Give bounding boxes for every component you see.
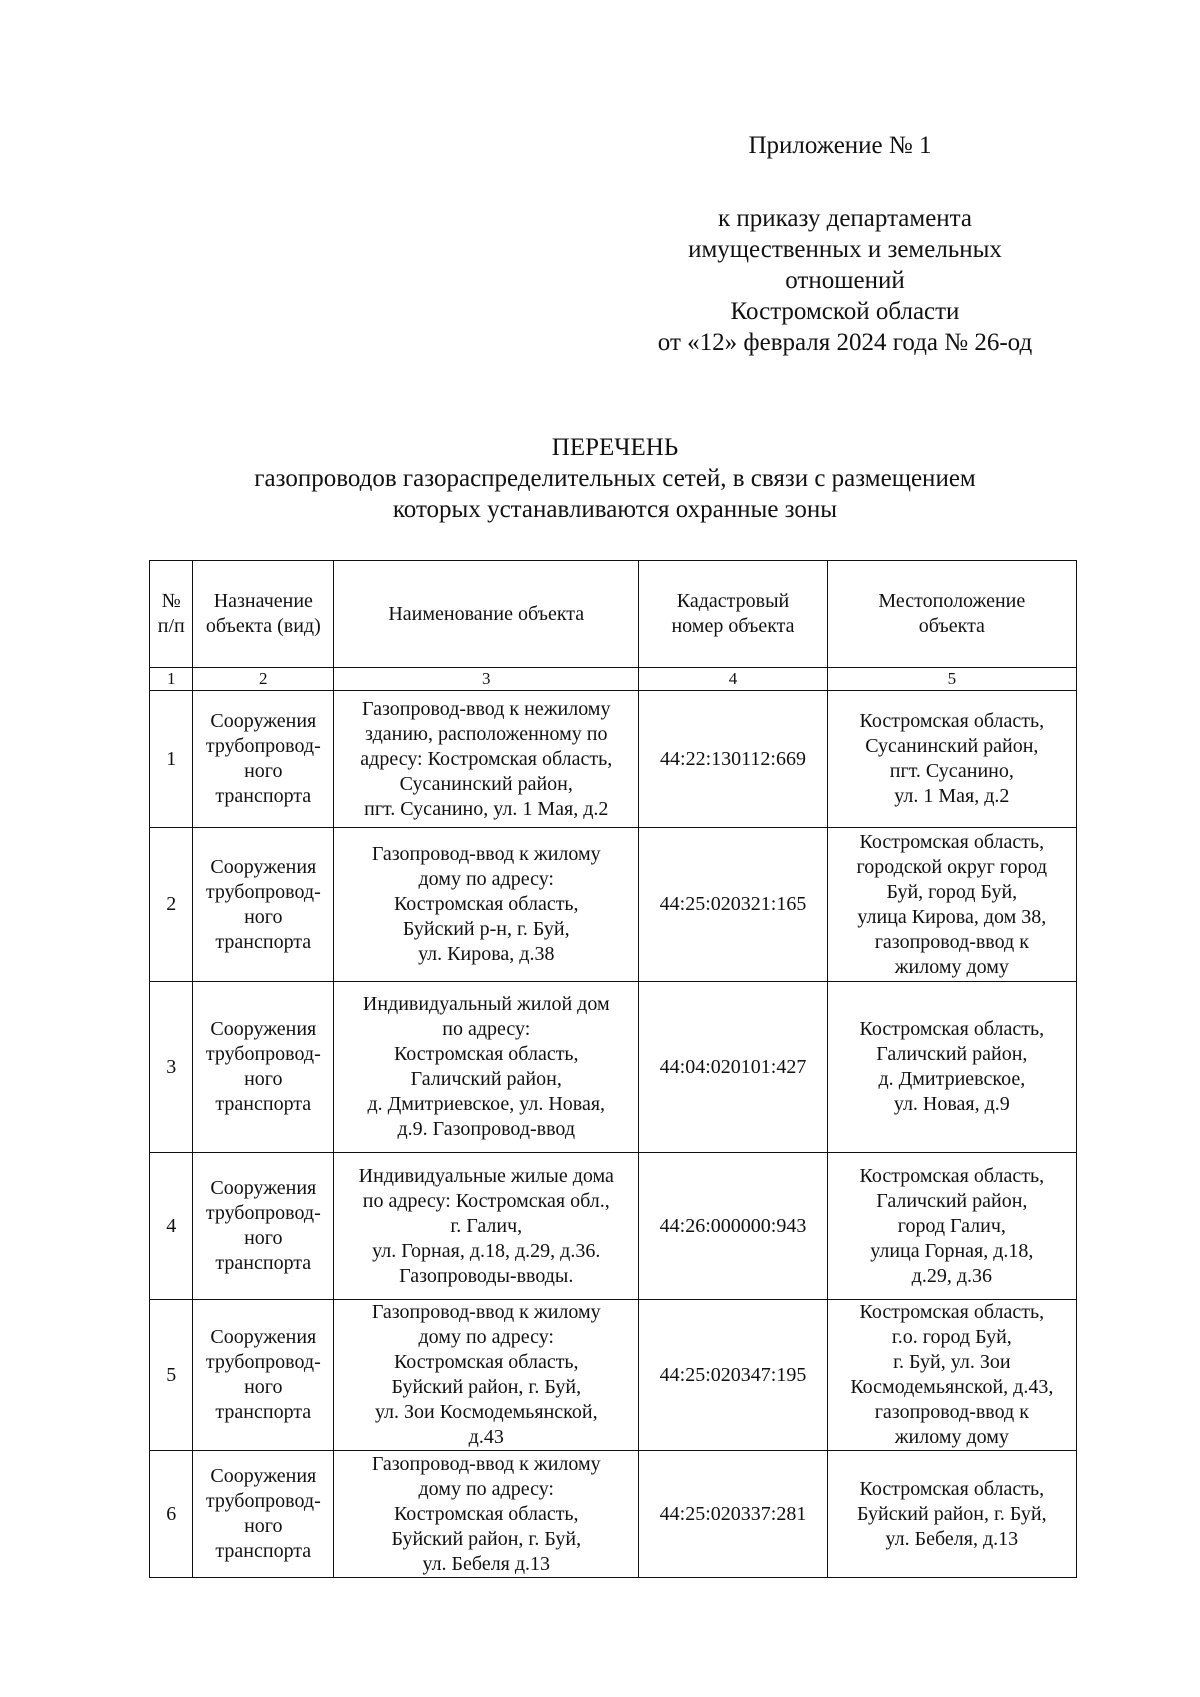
- cell-object-type-line: трубопровод-: [205, 1202, 321, 1224]
- cell-location-line: жилому дому: [894, 1426, 1009, 1448]
- cell-object-name-line: д. Дмитриевское, ул. Новая,: [367, 1093, 606, 1115]
- cell-location: [827, 1451, 1076, 1578]
- appendix-ref-line: Костромской области: [730, 298, 960, 325]
- cell-location-line: г. Буй, ул. Зои: [893, 1351, 1011, 1373]
- cell-object-type-line: транспорта: [215, 785, 312, 807]
- cell-object-name-line: Газопровод-ввод к жилому: [371, 1452, 601, 1475]
- cell-object-type-line: Сооружения: [210, 1177, 317, 1199]
- cell-object-type-line: ного: [244, 760, 283, 782]
- cell-location-line: Сусанинский район,: [865, 735, 1039, 757]
- cell-object-name-line: Газопровод-ввод к жилому: [371, 843, 601, 865]
- cell-cadastral-number: 44:25:020321:165: [639, 828, 827, 982]
- cell-object-name-line: дому по адресу:: [418, 1326, 554, 1348]
- cell-object-name-line: Костромская область,: [393, 1351, 579, 1373]
- cell-object-name: [334, 1451, 639, 1578]
- cell-object-name-line: пгт. Сусанино, ул. 1 Мая, д.2: [364, 797, 609, 820]
- cell-object-name-line: г. Галич,: [450, 1214, 523, 1237]
- table-row: [150, 982, 1077, 1153]
- cell-location: [827, 982, 1076, 1153]
- cell-location-line: жилому дому: [894, 955, 1009, 978]
- column-header-location: Местоположение объекта: [827, 561, 1076, 668]
- cell-object-type-line: Сооружения: [210, 1326, 317, 1348]
- appendix-ref-line: к приказу департамента: [717, 205, 973, 232]
- column-number: 3: [334, 668, 639, 691]
- cell-location-line: д. Дмитриевское,: [878, 1068, 1026, 1090]
- cell-object-name-line: адресу: Костромская область,: [360, 747, 613, 770]
- appendix-title: Приложение № 1: [748, 132, 932, 159]
- cell-location-line: Костромская область,: [859, 710, 1045, 732]
- cell-object-type-line: Сооружения: [210, 710, 317, 732]
- cell-object-type-line: транспорта: [215, 1093, 312, 1115]
- cell-object-type-line: ного: [244, 1227, 283, 1249]
- cell-location-line: Космодемьянской, д.43,: [850, 1376, 1054, 1398]
- cell-object-name-line: Костромская область,: [393, 1502, 579, 1525]
- column-number-row: [150, 668, 1077, 691]
- cell-object-name: [334, 828, 639, 982]
- table-row: [150, 828, 1077, 982]
- cell-location-line: ул. Новая, д.9: [893, 1093, 1010, 1115]
- cell-number: 5: [150, 1300, 193, 1451]
- cell-number: 1: [150, 691, 193, 828]
- cell-object-name-line: д.43: [468, 1426, 504, 1448]
- cell-object-type-line: трубопровод-: [205, 880, 321, 903]
- cell-object-name-line: Буйский р-н, г. Буй,: [402, 918, 570, 940]
- table-header-row: [150, 561, 1077, 668]
- cell-location-line: Костромская область,: [859, 1477, 1045, 1500]
- cell-object-name: [334, 1153, 639, 1300]
- cell-object-name-line: Индивидуальные жилые дома: [358, 1164, 614, 1187]
- cell-object-type-line: ного: [244, 905, 283, 928]
- cell-object-name-line: д.9. Газопровод-ввод: [397, 1118, 576, 1140]
- cell-location-line: улица Горная, д.18,: [870, 1239, 1034, 1262]
- document-heading: [150, 432, 1080, 525]
- cell-object-name-line: Сусанинский район,: [399, 772, 573, 795]
- column-number: 2: [193, 668, 334, 691]
- cell-object-type-line: трубопровод-: [205, 1043, 321, 1065]
- cell-object-name-line: Галичский район,: [410, 1068, 562, 1090]
- document-subtitle-line: которых устанавливаются охранные зоны: [392, 496, 838, 523]
- column-number: 1: [150, 668, 193, 691]
- cell-object-name-line: по адресу: Костромская обл.,: [362, 1189, 610, 1212]
- cell-object-name-line: по адресу:: [442, 1018, 531, 1040]
- cell-cadastral-number: 44:22:130112:669: [639, 691, 827, 828]
- cell-object-type-line: транспорта: [215, 1540, 312, 1562]
- cell-cadastral-number: 44:25:020347:195: [639, 1300, 827, 1451]
- cell-object-name-line: Индивидуальный жилой дом: [362, 993, 610, 1015]
- document-subtitle-line: газопроводов газораспределительных сетей, в связи с размещением: [254, 465, 976, 492]
- cell-location-line: д.29, д.36: [911, 1264, 992, 1287]
- cell-location-line: Костромская область,: [859, 830, 1045, 853]
- column-header-cadastral: Кадастровый номер объекта: [639, 561, 827, 668]
- cell-object-type-line: ного: [244, 1515, 283, 1537]
- cell-cadastral-number: 44:26:000000:943: [639, 1153, 827, 1300]
- cell-object-type-line: транспорта: [215, 930, 312, 953]
- cell-location: [827, 1153, 1076, 1300]
- table-row: [150, 1451, 1077, 1578]
- gas-pipeline-table: [149, 560, 1077, 1578]
- cell-object-name-line: Буйский район, г. Буй,: [391, 1376, 582, 1398]
- cell-object-name-line: зданию, расположенному по: [365, 722, 608, 745]
- cell-location: [827, 1300, 1076, 1451]
- cell-location-line: ул. Бебеля, д.13: [885, 1527, 1019, 1550]
- cell-object-name-line: ул. Кирова, д.38: [418, 943, 555, 965]
- cell-object-type-line: транспорта: [215, 1252, 312, 1274]
- cell-cadastral-number: 44:04:020101:427: [639, 982, 827, 1153]
- cell-object-name-line: ул. Бебеля д.13: [422, 1552, 551, 1575]
- cell-cadastral-number: 44:25:020337:281: [639, 1451, 827, 1578]
- cell-object-type: [193, 1153, 334, 1300]
- cell-object-name-line: ул. Зои Космодемьянской,: [374, 1401, 598, 1423]
- column-number: 4: [639, 668, 827, 691]
- cell-object-name-line: дому по адресу:: [418, 1477, 554, 1500]
- table-row: [150, 1153, 1077, 1300]
- cell-location-line: Буйский район, г. Буй,: [857, 1502, 1047, 1525]
- cell-location: [827, 691, 1076, 828]
- cell-object-name: [334, 691, 639, 828]
- cell-location-line: город Галич,: [897, 1214, 1006, 1237]
- appendix-ref-line: отношений: [785, 267, 905, 294]
- cell-object-name-line: ул. Горная, д.18, д.29, д.36.: [372, 1239, 601, 1262]
- cell-object-type-line: Сооружения: [210, 855, 317, 878]
- cell-location-line: газопровод-ввод к: [874, 1401, 1029, 1423]
- appendix-ref-line: от «12» февраля 2024 года № 26-од: [657, 329, 1033, 356]
- cell-location-line: ул. 1 Мая, д.2: [894, 785, 1010, 807]
- appendix-reference: [560, 203, 1130, 358]
- cell-object-name: [334, 1300, 639, 1451]
- cell-object-type-line: Сооружения: [210, 1465, 317, 1487]
- cell-location-line: газопровод-ввод к: [874, 930, 1029, 953]
- cell-location-line: Буй, город Буй,: [886, 880, 1018, 903]
- cell-object-name-line: дому по адресу:: [418, 868, 554, 890]
- cell-object-type: [193, 828, 334, 982]
- cell-object-type-line: трубопровод-: [205, 1351, 321, 1373]
- document-title: ПЕРЕЧЕНЬ: [551, 434, 679, 461]
- table-row: [150, 691, 1077, 828]
- appendix-ref-line: имущественных и земельных: [688, 236, 1002, 263]
- cell-location-line: пгт. Сусанино,: [889, 760, 1014, 782]
- cell-object-type: [193, 1451, 334, 1578]
- column-header-type: Назначение объекта (вид): [193, 561, 334, 668]
- cell-object-name-line: Буйский район, г. Буй,: [391, 1527, 582, 1550]
- cell-location-line: Галичский район,: [876, 1189, 1028, 1212]
- cell-object-type: [193, 691, 334, 828]
- cell-object-type: [193, 1300, 334, 1451]
- cell-object-type: [193, 982, 334, 1153]
- cell-location: [827, 828, 1076, 982]
- cell-object-name-line: Костромская область,: [393, 1043, 579, 1065]
- column-header-number: № п/п: [150, 561, 193, 668]
- cell-location-line: Галичский район,: [876, 1043, 1028, 1065]
- cell-object-name-line: Газопровод-ввод к жилому: [371, 1301, 601, 1323]
- cell-number: 6: [150, 1451, 193, 1578]
- cell-number: 4: [150, 1153, 193, 1300]
- cell-object-name-line: Газопровод-ввод к нежилому: [362, 697, 611, 720]
- cell-object-name: [334, 982, 639, 1153]
- cell-location-line: г.о. город Буй,: [891, 1326, 1012, 1348]
- cell-object-type-line: трубопровод-: [205, 1490, 321, 1512]
- cell-object-type-line: ного: [244, 1376, 283, 1398]
- cell-object-type-line: Сооружения: [210, 1018, 317, 1040]
- cell-object-name-line: Газопроводы-вводы.: [399, 1264, 574, 1287]
- cell-object-type-line: транспорта: [215, 1401, 312, 1423]
- cell-location-line: Костромская область,: [859, 1301, 1045, 1323]
- cell-location-line: городской округ город: [856, 855, 1048, 878]
- cell-number: 2: [150, 828, 193, 982]
- cell-number: 3: [150, 982, 193, 1153]
- cell-object-type-line: трубопровод-: [205, 735, 321, 757]
- cell-object-type-line: ного: [244, 1068, 283, 1090]
- table-body: [150, 691, 1077, 1578]
- cell-location-line: Костромская область,: [859, 1164, 1045, 1187]
- column-number: 5: [827, 668, 1076, 691]
- table-row: [150, 1300, 1077, 1451]
- cell-object-name-line: Костромская область,: [393, 893, 579, 915]
- cell-location-line: улица Кирова, дом 38,: [857, 905, 1047, 928]
- cell-location-line: Костромская область,: [859, 1018, 1045, 1040]
- column-header-name: Наименование объекта: [334, 561, 639, 668]
